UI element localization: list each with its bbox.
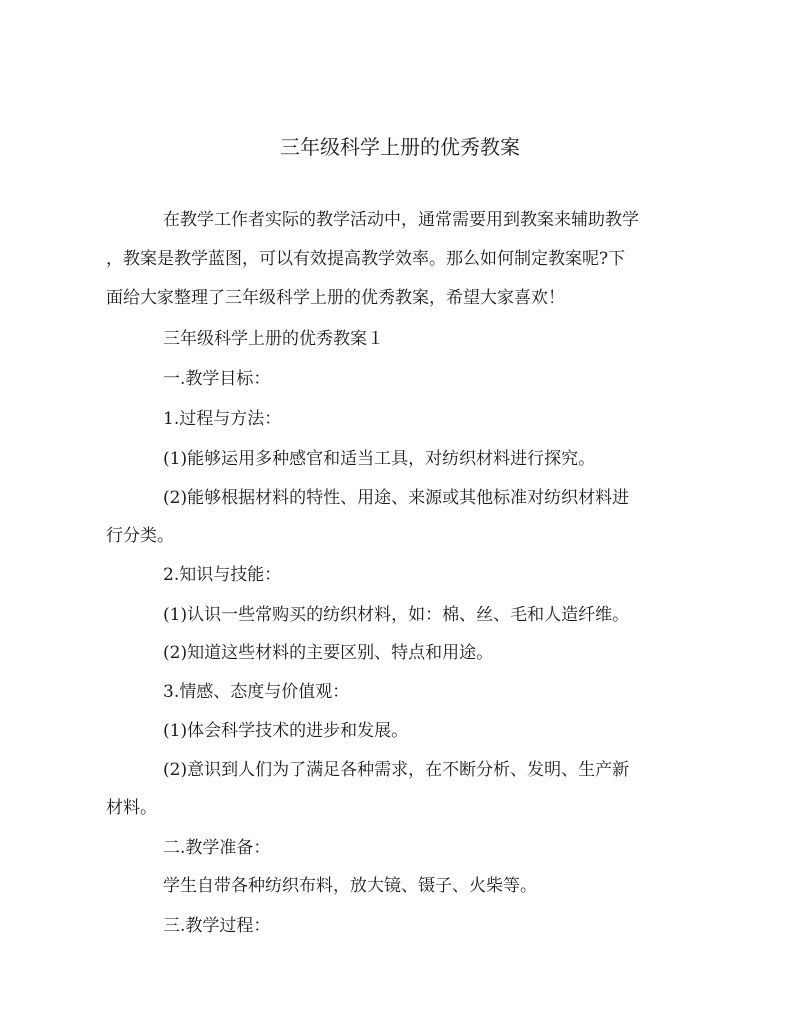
section-heading: 三.教学过程： [163, 916, 271, 936]
paragraph-line: 面给大家整理了三年级科学上册的优秀教案，希望大家喜欢！ [106, 288, 565, 308]
document-title: 三年级科学上册的优秀教案 [280, 135, 520, 159]
list-item: (1)体会科学技术的进步和发展。 [163, 721, 409, 741]
section-heading: 二.教学准备： [163, 838, 271, 858]
section-heading: 三年级科学上册的优秀教案１ [163, 329, 384, 349]
list-item: (2)知道这些材料的主要区别、特点和用途。 [163, 643, 494, 663]
subsection-heading: 2.知识与技能： [163, 565, 282, 585]
list-item: (2)能够根据材料的特性、用途、来源或其他标准对纺织材料进 [163, 488, 630, 508]
list-item: (1)能够运用多种感官和适当工具，对纺织材料进行探究。 [163, 449, 596, 469]
list-item: (2)意识到人们为了满足各种需求，在不断分析、发明、生产新 [163, 760, 630, 780]
list-item-continuation: 行分类。 [106, 526, 174, 546]
subsection-heading: 3.情感、态度与价值观： [163, 682, 350, 702]
section-heading: 一.教学目标： [163, 369, 271, 389]
list-item-continuation: 材料。 [106, 798, 157, 818]
subsection-heading: 1.过程与方法： [163, 409, 282, 429]
paragraph-line: ，教案是教学蓝图，可以有效提高教学效率。那么如何制定教案呢?下 [106, 249, 626, 269]
paragraph-line: 在教学工作者实际的教学活动中，通常需要用到教案来辅助教学 [163, 210, 639, 230]
paragraph-line: 学生自带各种纺织布料，放大镜、镊子、火柴等。 [163, 876, 537, 896]
list-item: (1)认识一些常购买的纺织材料，如：棉、丝、毛和人造纤维。 [163, 605, 630, 625]
